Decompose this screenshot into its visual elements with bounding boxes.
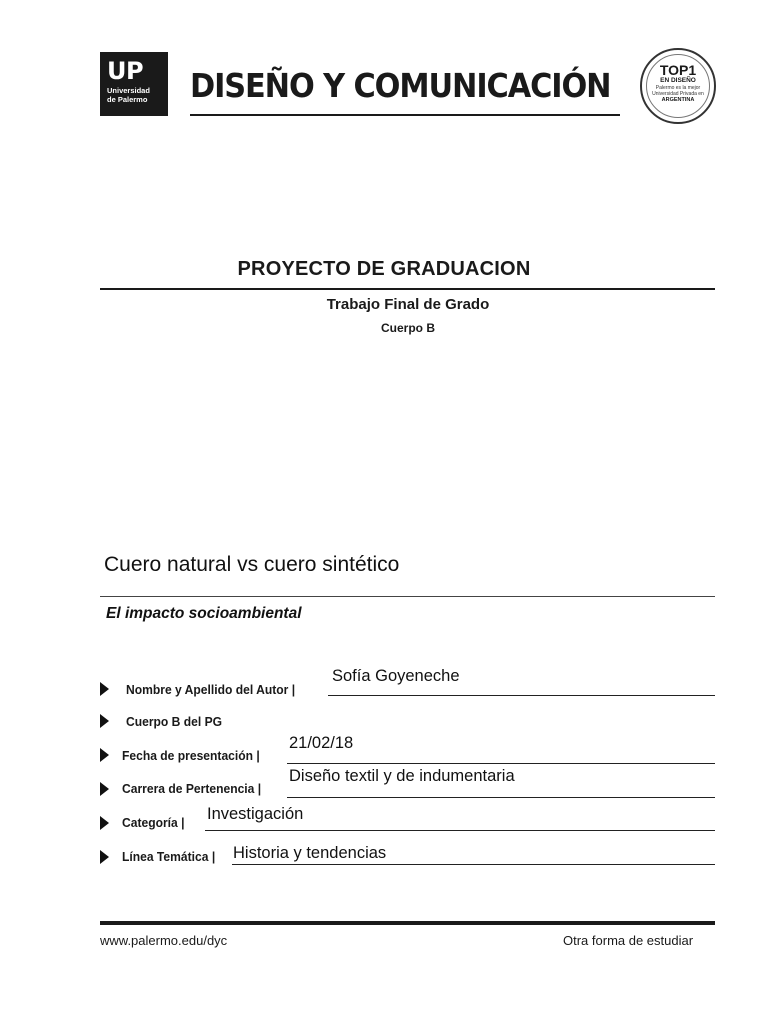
badge-top: TOP1 (659, 62, 697, 78)
up-logo (100, 52, 168, 116)
arrow-bullet-icon (100, 816, 109, 830)
project-heading: PROYECTO DE GRADUACION (237, 258, 531, 280)
career-label: Carrera de Pertenencia | (122, 781, 262, 796)
arrow-bullet-icon (100, 782, 109, 796)
faculty-title: DISEÑO Y COMUNICACIÓN (190, 66, 611, 105)
arrow-bullet-icon (100, 714, 109, 728)
project-body-label: Cuerpo B (381, 321, 435, 335)
project-subtitle: Trabajo Final de Grado (326, 296, 490, 313)
author-label: Nombre y Apellido del Autor | (126, 682, 296, 697)
theme-value: Historia y tendencias (233, 844, 387, 862)
thesis-title: Cuero natural vs cuero sintético (104, 553, 400, 576)
author-value: Sofía Goyeneche (332, 667, 460, 685)
category-line (205, 830, 715, 831)
badge-small-2: Universidad Privada en (652, 91, 704, 97)
arrow-bullet-icon (100, 748, 109, 762)
footer-url: www.palermo.edu/dyc (100, 933, 228, 948)
category-value: Investigación (207, 805, 304, 823)
theme-line (232, 864, 715, 865)
badge-line: EN DISEÑO (660, 77, 696, 84)
career-line (287, 797, 715, 798)
theme-label: Línea Temática | (122, 849, 216, 864)
thesis-subtitle: El impacto socioambiental (106, 605, 302, 622)
date-line (287, 763, 715, 764)
body-label: Cuerpo B del PG (126, 714, 223, 729)
top1-badge (640, 48, 716, 124)
arrow-bullet-icon (100, 850, 109, 864)
career-value: Diseño textil y de indumentaria (289, 767, 515, 785)
footer-tagline: Otra forma de estudiar (563, 933, 694, 948)
logo-line-2: de Palermo (107, 95, 148, 104)
footer-divider (100, 921, 715, 925)
arrow-bullet-icon (100, 682, 109, 696)
date-label: Fecha de presentación | (122, 748, 260, 763)
date-value: 21/02/18 (289, 734, 354, 752)
badge-country: ARGENTINA (661, 97, 695, 103)
badge-small-1: Palermo es la mejor (655, 85, 701, 91)
logo-line-1: Universidad (107, 86, 150, 95)
thesis-divider (100, 596, 715, 597)
project-divider (100, 288, 715, 290)
logo-mark: UP (107, 57, 144, 85)
author-line (328, 695, 715, 696)
header-divider (190, 114, 620, 116)
category-label: Categoría | (122, 815, 185, 830)
